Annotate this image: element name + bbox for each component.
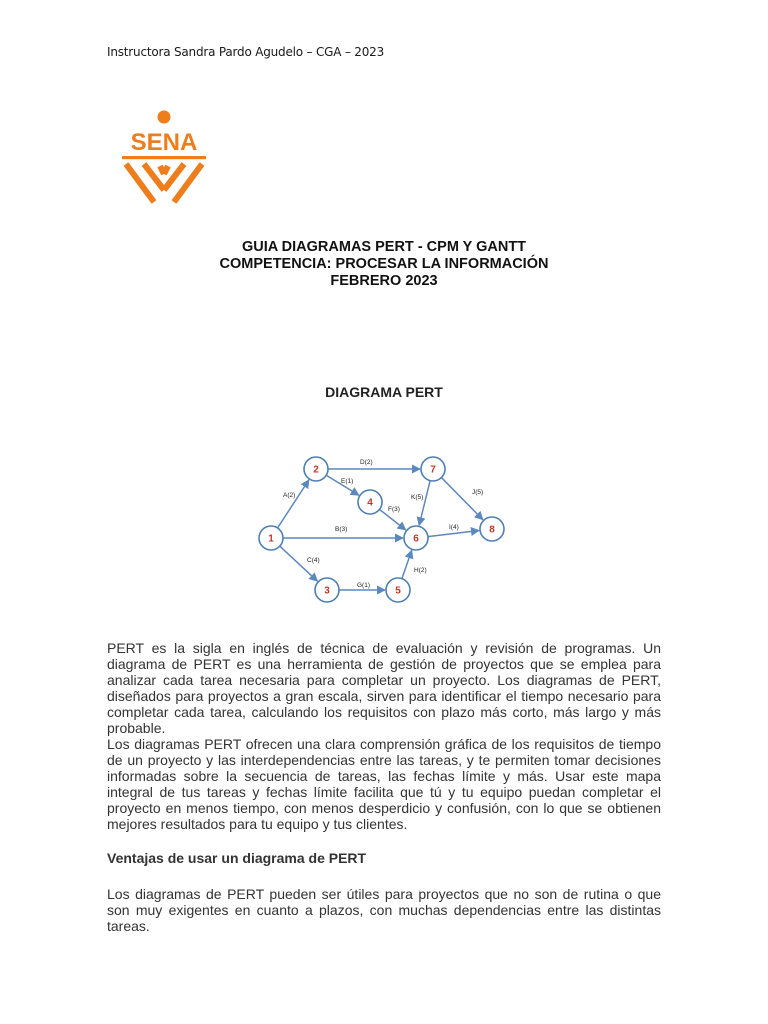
node-label-2: 2 — [313, 464, 319, 476]
pert-diagram — [252, 448, 514, 610]
node-label-8: 8 — [489, 524, 495, 536]
edge-7-8 — [441, 478, 482, 520]
node-2 — [304, 457, 328, 481]
node-label-3: 3 — [324, 585, 330, 597]
edge-label-1-3: C(4) — [307, 557, 320, 564]
edge-7-6 — [419, 481, 430, 526]
node-label-6: 6 — [413, 533, 419, 545]
edge-label-5-6: H(2) — [414, 567, 427, 574]
edge-label-1-2: A(2) — [283, 492, 296, 499]
edge-label-6-8: I(4) — [449, 524, 459, 531]
logo-figure-icon — [126, 164, 202, 202]
paragraph-pert-definition: PERT es la sigla en inglés de técnica de evaluación y revisión de programas. Un diagrama de PERT es una herramienta de gestión de proyectos que se emplea para analizar cada tarea necesaria para completar un proyecto. Los diagramas de PERT, diseñados para proyectos a gran escala, sirven para identificar el tiempo necesario para completar cada tarea, calculando los requisitos con plazo más corto, más largo y más probable. — [107, 640, 661, 736]
node-8 — [480, 517, 504, 541]
logo-text: SENA — [130, 129, 198, 156]
node-1 — [259, 526, 283, 550]
edge-label-4-6: F(3) — [388, 506, 400, 513]
edge-label-2-7: D(2) — [360, 459, 373, 466]
edge-label-1-6: B(3) — [335, 526, 348, 533]
edge-label-2-4: E(1) — [341, 478, 354, 485]
node-6 — [404, 526, 428, 550]
node-5 — [386, 578, 410, 602]
edge-1-2 — [278, 480, 309, 528]
paragraph-pert-uses: Los diagramas de PERT pueden ser útiles para proyectos que no son de rutina o que son muy exigentes en cuanto a plazos, con muchas dependencias entre las distintas tareas. — [107, 886, 661, 934]
nodes-layer — [259, 457, 504, 602]
node-3 — [315, 578, 339, 602]
sena-logo — [114, 110, 214, 206]
edge-label-3-5: G(1) — [357, 582, 370, 589]
title-line-3: FEBRERO 2023 — [330, 273, 438, 289]
logo-bar — [122, 156, 206, 159]
document-title — [0, 239, 768, 290]
subheading-ventajas: Ventajas de usar un diagrama de PERT — [107, 850, 367, 866]
node-label-5: 5 — [395, 585, 401, 597]
logo-head-icon — [158, 111, 171, 124]
section-title-pert: DIAGRAMA PERT — [325, 384, 443, 400]
node-label-7: 7 — [430, 464, 436, 476]
node-label-1: 1 — [268, 533, 274, 545]
node-4 — [358, 490, 382, 514]
title-line-1: GUIA DIAGRAMAS PERT - CPM Y GANTT — [241, 239, 527, 255]
edge-label-7-8: J(5) — [472, 489, 484, 496]
title-line-2: COMPETENCIA: PROCESAR LA INFORMACIÓN — [219, 256, 549, 272]
edge-label-7-6: K(5) — [411, 494, 424, 501]
node-label-4: 4 — [367, 497, 373, 509]
edge-5-6 — [402, 550, 412, 578]
node-7 — [421, 457, 445, 481]
document-header: Instructora Sandra Pardo Agudelo – CGA – 2023 — [107, 45, 385, 59]
edge-6-8 — [428, 531, 479, 537]
paragraph-pert-benefits: Los diagramas PERT ofrecen una clara comprensión gráfica de los requisitos de tiempo de un proyecto y las interdependencias entre las tareas, y te permiten tomar decisiones informadas sobre la secuencia de tareas, las fechas límite y más. Usar este mapa integral de tus tareas y fechas límite facilita que tú y tu equipo puedan completar el proyecto en menos tiempo, con menos desperdicio y confusión, con lo que se obtienen mejores resultados para tu equipo y tus clientes. — [107, 736, 661, 832]
